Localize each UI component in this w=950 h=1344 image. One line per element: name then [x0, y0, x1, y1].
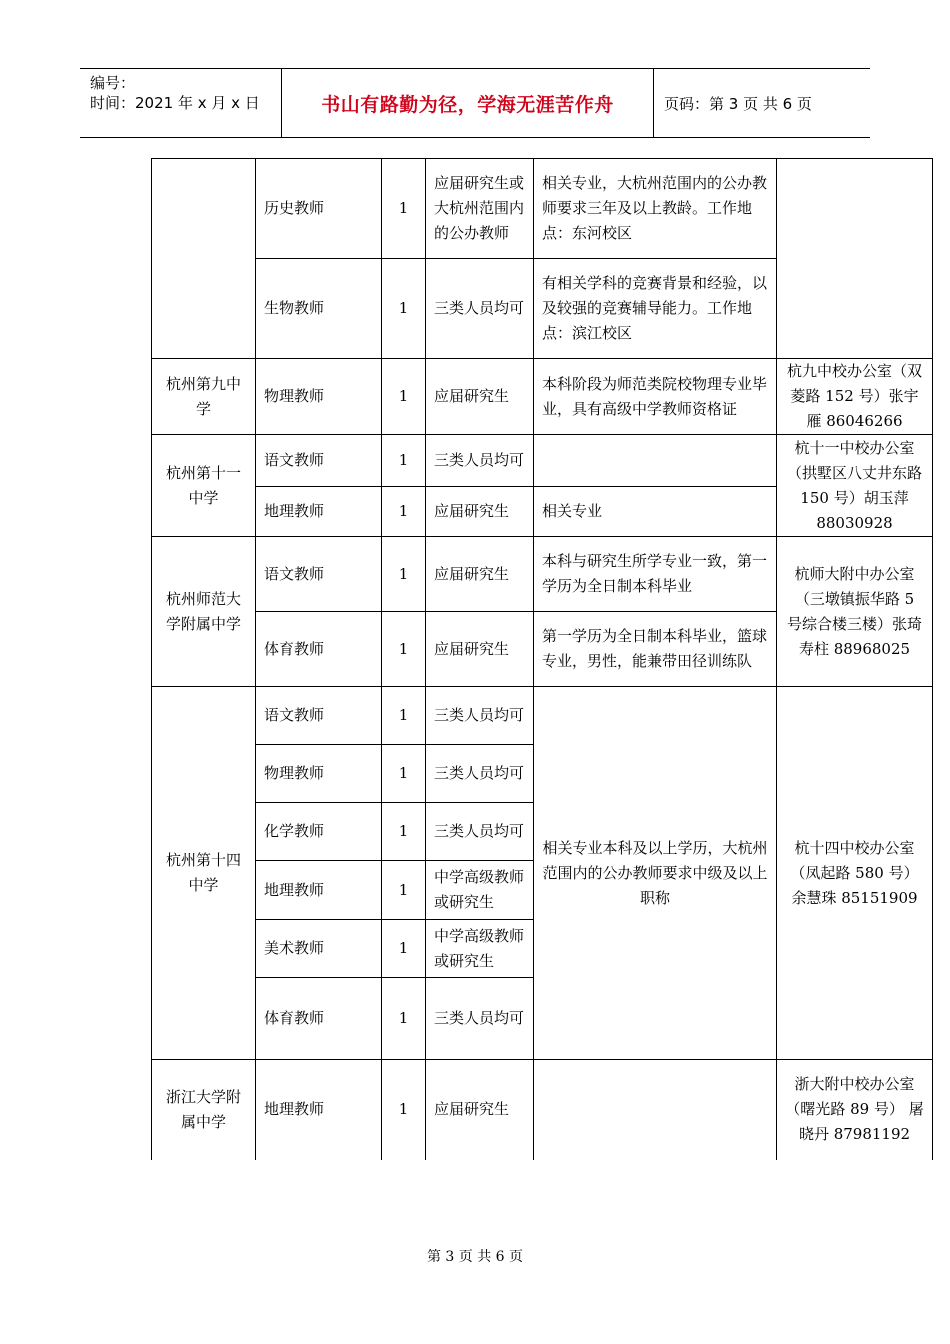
note-cell: 相关专业 [534, 487, 777, 537]
header-meta [80, 69, 282, 137]
table-row [152, 435, 933, 487]
num-cell: 1 [382, 978, 426, 1060]
note-cell: 相关专业本科及以上学历，大杭州范围内的公办教师要求中级及以上职称 [534, 687, 777, 1060]
school-cell: 杭州第九中学 [152, 359, 256, 435]
note-cell: 有相关学科的竞赛背景和经验，以及较强的竞赛辅导能力。工作地点：滨江校区 [534, 259, 777, 359]
recruitment-table [151, 158, 933, 1160]
table-row [152, 537, 933, 612]
contact-cell: 杭九中校办公室（双菱路 152 号）张宇雁 86046266 [777, 359, 933, 435]
post-cell: 地理教师 [256, 1060, 382, 1160]
num-cell: 1 [382, 803, 426, 861]
req-cell: 三类人员均可 [426, 259, 534, 359]
page-header [80, 68, 870, 138]
table-row [152, 359, 933, 435]
req-cell: 中学高级教师或研究生 [426, 920, 534, 978]
num-cell: 1 [382, 861, 426, 920]
school-cell: 浙江大学附属中学 [152, 1060, 256, 1160]
num-cell: 1 [382, 537, 426, 612]
num-cell: 1 [382, 359, 426, 435]
num-cell: 1 [382, 159, 426, 259]
note-cell: 相关专业，大杭州范围内的公办教师要求三年及以上教龄。工作地点：东河校区 [534, 159, 777, 259]
req-cell: 三类人员均可 [426, 745, 534, 803]
req-cell: 应届研究生 [426, 359, 534, 435]
header-motto: 书山有路勤为径，学海无涯苦作舟 [282, 69, 654, 137]
req-cell: 应届研究生或大杭州范围内的公办教师 [426, 159, 534, 259]
post-cell: 语文教师 [256, 687, 382, 745]
req-cell: 应届研究生 [426, 612, 534, 687]
contact-cell: 杭十四中校办公室（凤起路 580 号） 余慧珠 85151909 [777, 687, 933, 1060]
num-cell: 1 [382, 435, 426, 487]
req-cell: 应届研究生 [426, 487, 534, 537]
req-cell: 三类人员均可 [426, 803, 534, 861]
post-cell: 物理教师 [256, 745, 382, 803]
req-cell: 三类人员均可 [426, 687, 534, 745]
note-cell [534, 1060, 777, 1160]
num-cell: 1 [382, 259, 426, 359]
post-cell: 化学教师 [256, 803, 382, 861]
time-label: 时间：2021 年 x 月 x 日 [90, 94, 260, 112]
table-row [152, 687, 933, 745]
num-cell: 1 [382, 745, 426, 803]
post-cell: 生物教师 [256, 259, 382, 359]
contact-cell: 杭十一中校办公室（拱墅区八丈井东路 150 号）胡玉萍 88030928 [777, 435, 933, 537]
num-cell: 1 [382, 687, 426, 745]
post-cell: 体育教师 [256, 612, 382, 687]
post-cell: 美术教师 [256, 920, 382, 978]
num-cell: 1 [382, 920, 426, 978]
num-cell: 1 [382, 1060, 426, 1160]
num-cell: 1 [382, 487, 426, 537]
post-cell: 语文教师 [256, 537, 382, 612]
school-cell: 杭州第十一中学 [152, 435, 256, 537]
req-cell: 三类人员均可 [426, 978, 534, 1060]
req-cell: 中学高级教师或研究生 [426, 861, 534, 920]
table-row [152, 1060, 933, 1160]
contact-cell: 浙大附中校办公室（曙光路 89 号） 屠晓丹 87981192 [777, 1060, 933, 1160]
req-cell: 应届研究生 [426, 1060, 534, 1160]
table-row [152, 159, 933, 259]
req-cell: 应届研究生 [426, 537, 534, 612]
post-cell: 地理教师 [256, 487, 382, 537]
number-label: 编号： [90, 74, 136, 92]
post-cell: 体育教师 [256, 978, 382, 1060]
page-footer: 第 3 页 共 6 页 [426, 1249, 524, 1265]
num-cell: 1 [382, 612, 426, 687]
school-cell: 杭州师范大学附属中学 [152, 537, 256, 687]
post-cell: 语文教师 [256, 435, 382, 487]
note-cell: 第一学历为全日制本科毕业，篮球专业，男性，能兼带田径训练队 [534, 612, 777, 687]
post-cell: 历史教师 [256, 159, 382, 259]
school-cell-empty [152, 159, 256, 359]
school-cell: 杭州第十四中学 [152, 687, 256, 1060]
note-cell: 本科阶段为师范类院校物理专业毕业，具有高级中学教师资格证 [534, 359, 777, 435]
note-cell: 本科与研究生所学专业一致，第一学历为全日制本科毕业 [534, 537, 777, 612]
post-cell: 地理教师 [256, 861, 382, 920]
post-cell: 物理教师 [256, 359, 382, 435]
req-cell: 三类人员均可 [426, 435, 534, 487]
note-cell [534, 435, 777, 487]
header-page-info: 页码：第 3 页 共 6 页 [664, 94, 812, 113]
contact-cell: 杭师大附中办公室（三墩镇振华路 5 号综合楼三楼）张琦 寿柱 88968025 [777, 537, 933, 687]
contact-cell-empty [777, 159, 933, 359]
